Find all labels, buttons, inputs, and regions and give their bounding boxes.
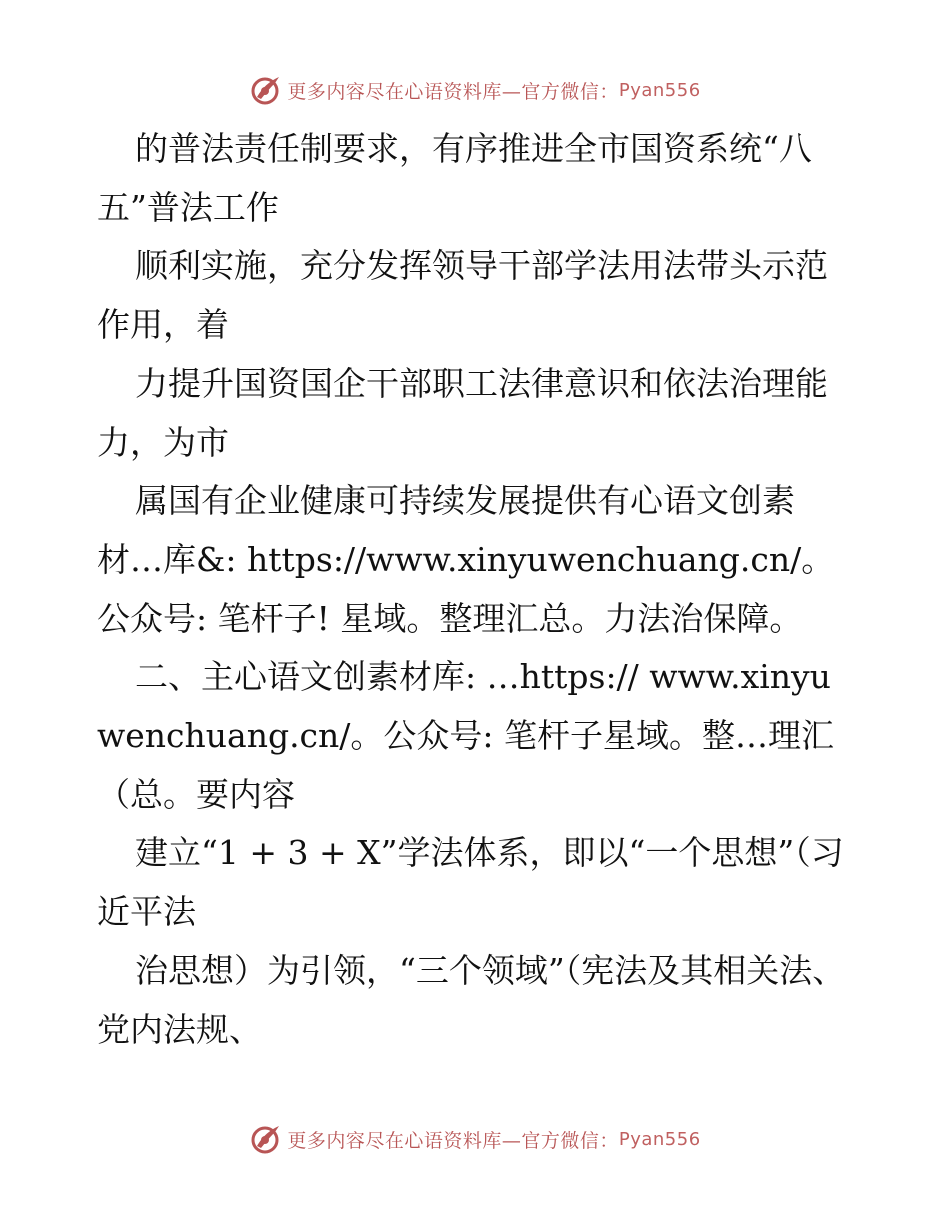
- header-banner-wechat-id: Pyan556: [618, 79, 701, 101]
- document-body: [97, 120, 857, 1059]
- paragraph: 二、主心语文创素材库: …https:// www.xinyuwenchuang.cn/。公众号: 笔杆子星域。整…理汇（总。要内容: [97, 657, 835, 814]
- footer-banner: [0, 1119, 950, 1159]
- header-banner: [0, 70, 950, 110]
- paragraph: 力提升国资国企干部职工法律意识和依法治理能力，为市: [97, 363, 828, 462]
- brush-logo-icon: [249, 73, 283, 107]
- paragraph: 治思想）为引领，“三个领域”（宪法及其相关法、党内法规、: [97, 950, 846, 1049]
- paragraph: 顺利实施，充分发挥领导干部学法用法带头示范作用，着: [97, 246, 828, 345]
- paragraph: 的普法责任制要求，有序推进全市国资系统“八五”普法工作: [97, 129, 812, 227]
- paragraph: 建立“1 + 3 + X”学法体系，即以“一个思想”（习近平法: [97, 833, 844, 932]
- footer-banner-text: 更多内容尽在心语资料库—官方微信：: [287, 1129, 619, 1152]
- footer-banner-wechat-id: Pyan556: [618, 1128, 701, 1150]
- paragraph: 属国有企业健康可持续发展提供有心语文创素材…库&: https://www.xinyuwenchuang.cn/。公众号: 笔杆子! 星域。整理汇总。力法治保障。: [97, 481, 835, 638]
- header-banner-text: 更多内容尽在心语资料库—官方微信：: [287, 80, 619, 103]
- brush-logo-icon: [249, 1122, 283, 1156]
